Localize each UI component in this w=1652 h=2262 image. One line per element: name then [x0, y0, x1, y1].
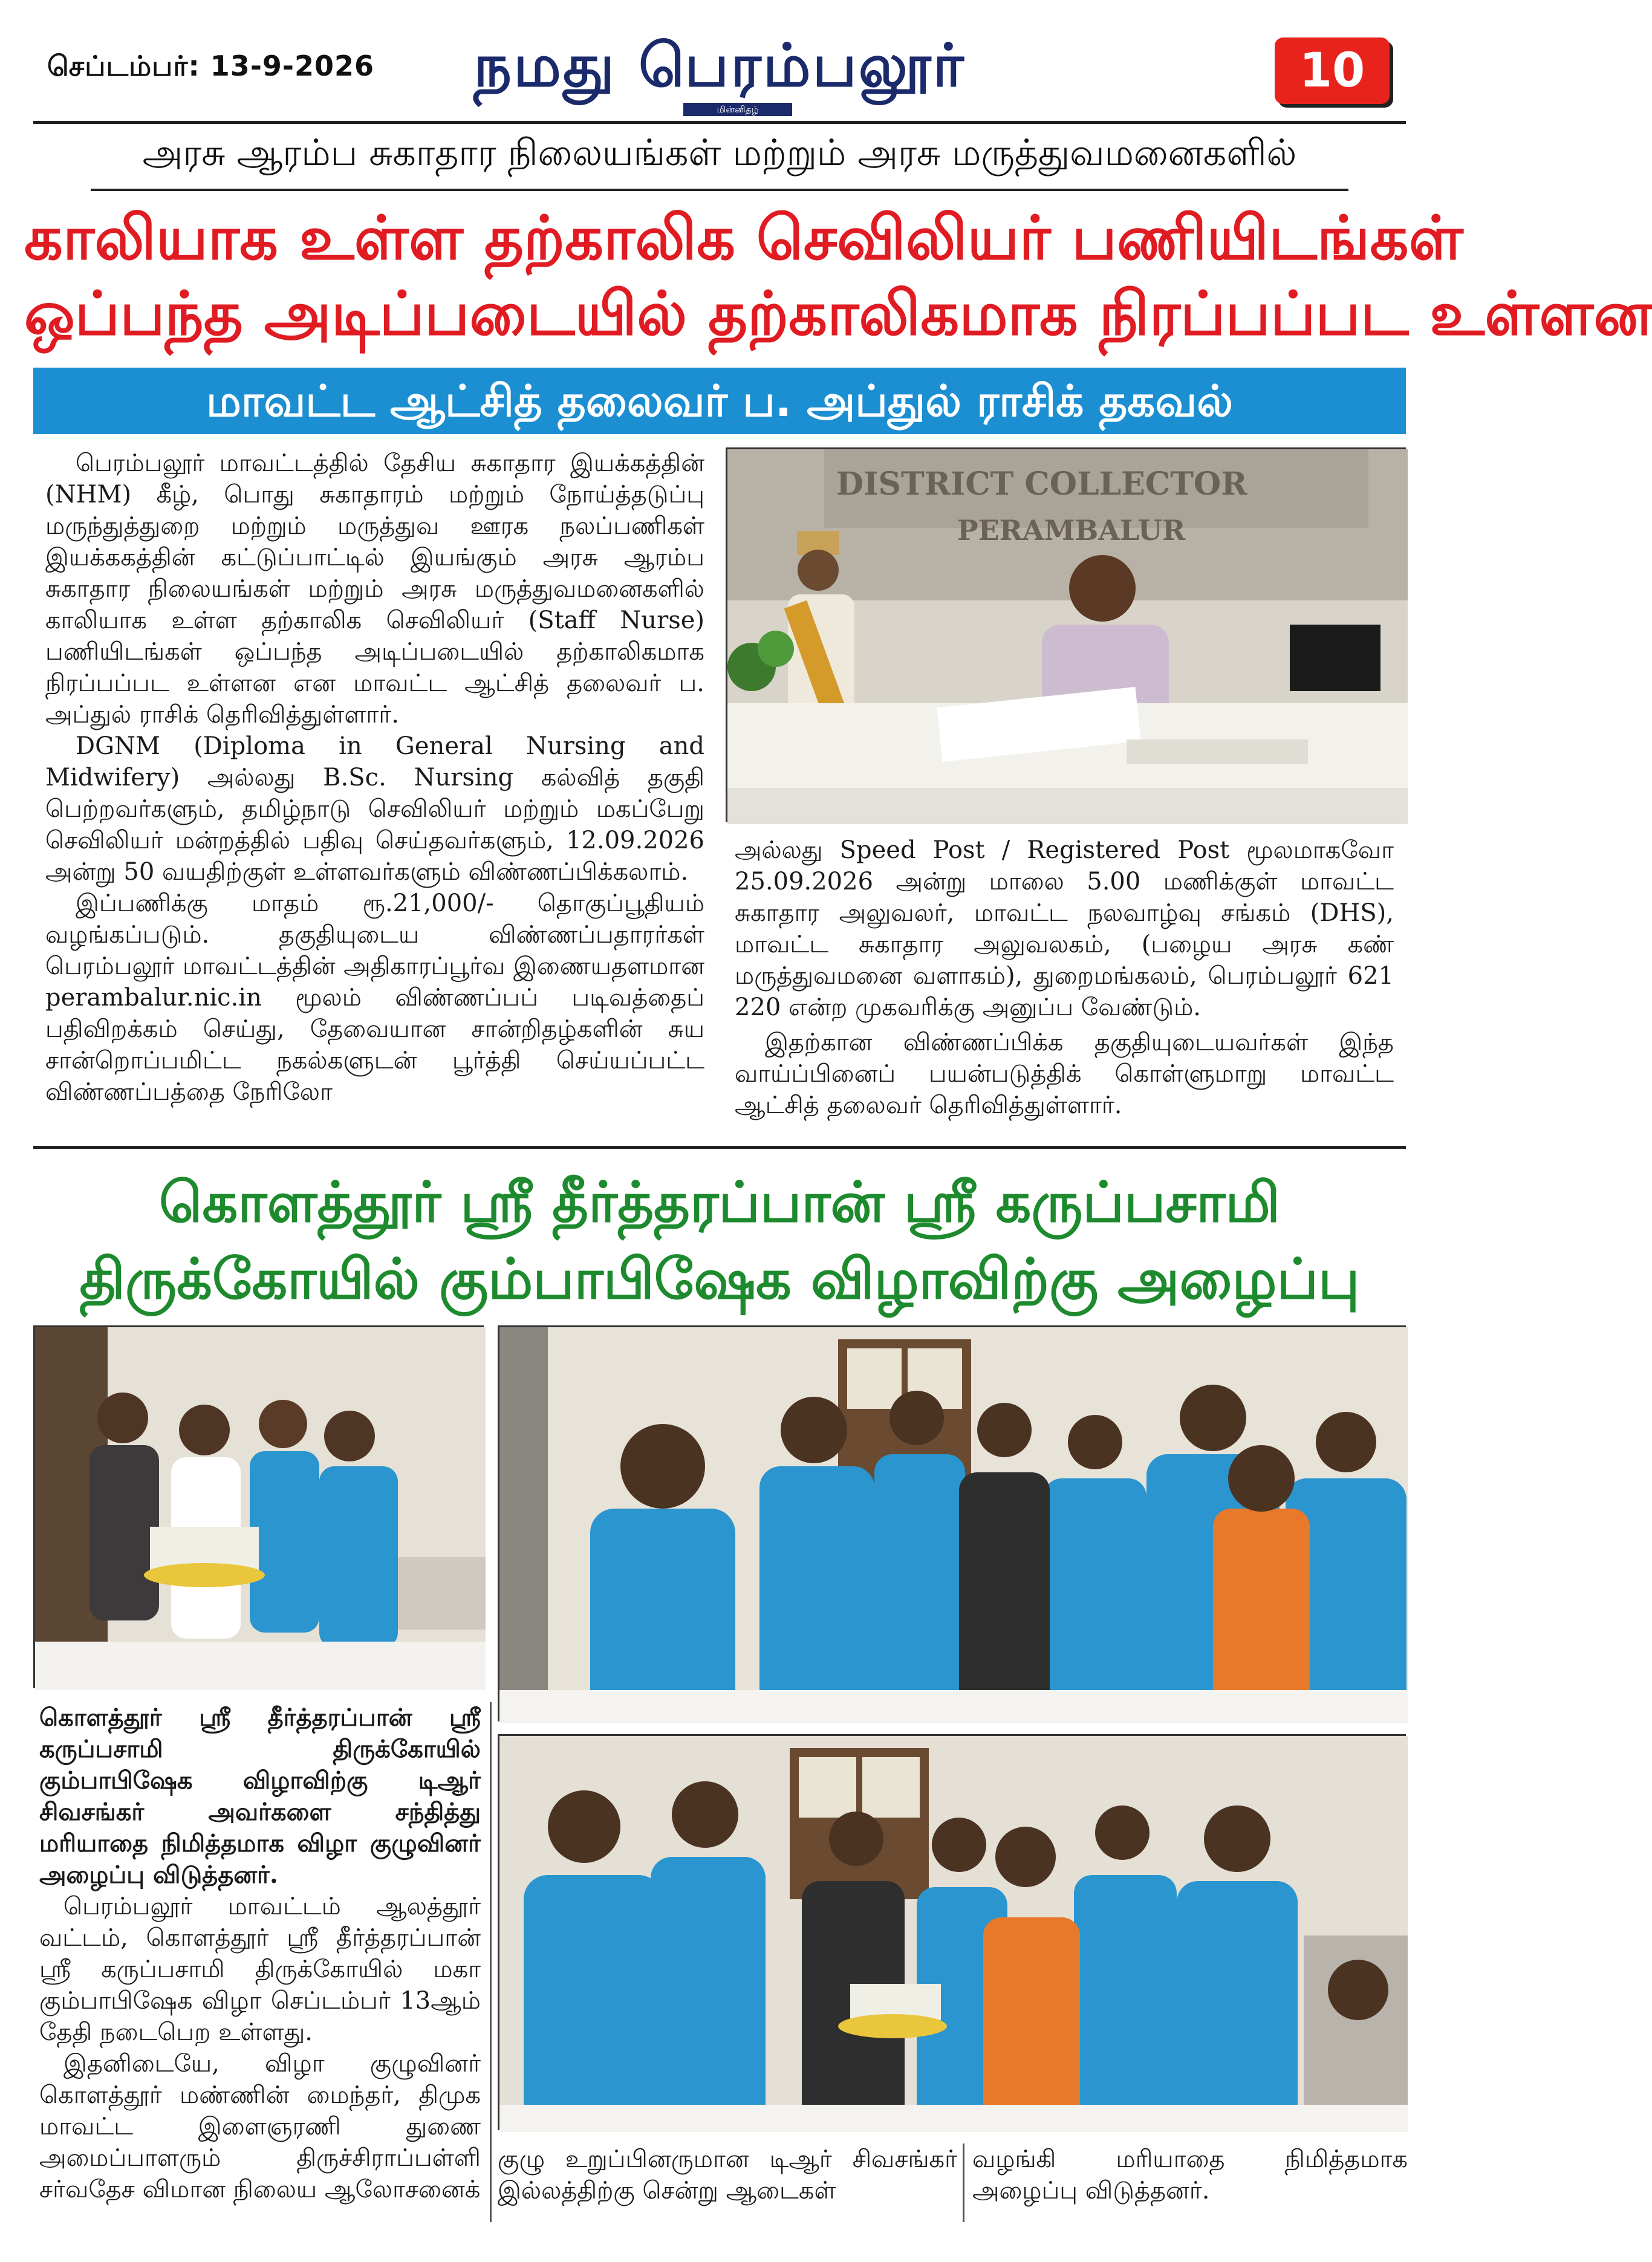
- story2-column2: [498, 2143, 957, 2206]
- temple-invite-photo-2: [498, 1325, 1406, 1721]
- page-number-badge: 10: [1275, 37, 1390, 104]
- story2-headline-line2: திருக்கோயில் கும்பாபிஷேக விழாவிற்கு அழைப்பு: [79, 1247, 1360, 1311]
- temple-invite-photo-3: [498, 1734, 1406, 2130]
- story1-kicker: அரசு ஆரம்ப சுகாதார நிலையங்கள் மற்றும் அரசு மருத்துவமனைகளில்: [142, 132, 1297, 174]
- newspaper-name: நமது பெரம்பலூர்: [473, 31, 966, 100]
- story1-column1: [45, 447, 704, 1108]
- story1-subhead: மாவட்ட ஆட்சித் தலைவர் ப. அப்துல் ராசிக் தகவல்: [33, 368, 1406, 434]
- story1-paragraph: அல்லது Speed Post / Registered Post மூலமாகவோ 25.09.2026 அன்று மாலை 5.00 மணிக்குள் மாவட்ட சுகாதார அலுவலர், மாவட்ட நலவாழ்வு சங்கம் (DHS), மாவட்ட சுகாதார அலுவலகம், (பழைய அரசு கண் மருத்துவமனை வளாகம்), துறைமங்கலம், பெரம்பலூர் 621 220 என்ற முகவரிக்கு அனுப்ப வேண்டும்.: [735, 836, 1394, 1021]
- story2-paragraph: குழு உறுப்பினருமான டிஆர் சிவசங்கர் இல்லத்திற்கு சென்று ஆடைகள்: [498, 2145, 957, 2205]
- temple-invite-photo-1: [33, 1325, 484, 1688]
- photo-sign-line2: PERAMBALUR: [957, 514, 1186, 547]
- story2-paragraph: வழங்கி மரியாதை நிமித்தமாக அழைப்பு விடுத்தனர்.: [972, 2145, 1408, 2205]
- story1-paragraph: DGNM (Diploma in General Nursing and Midwifery) அல்லது B.Sc. Nursing கல்வித் தகுதி பெற்றவர்களும், தமிழ்நாடு செவிலியர் மற்றும் மகப்பேறு செவிலியர் மன்றத்தில் பதிவு செய்தவர்களும், 12.09.2026 அன்று 50 வயதிற்குள் உள்ளவர்களும் விண்ணப்பிக்கலாம்.: [45, 732, 704, 886]
- story2-paragraph: பெரம்பலூர் மாவட்டம் ஆலத்தூர் வட்டம், கொளத்தூர் ஸ்ரீ தீர்த்தரப்பான் ஸ்ரீ கருப்பசாமி திருக்கோயில் மகா கும்பாபிஷேக விழா செப்டம்பர் 13ஆம் தேதி நடைபெற உள்ளது.: [39, 1893, 481, 2046]
- masthead-divider: [33, 121, 1406, 124]
- story2-headline-line1: கொளத்தூர் ஸ்ரீ தீர்த்தரப்பான் ஸ்ரீ கருப்பசாமி: [158, 1170, 1281, 1235]
- column-rule: [963, 2143, 964, 2222]
- section-divider: [33, 1146, 1406, 1149]
- collector-photo: [726, 447, 1406, 822]
- story2-column1: [39, 1702, 481, 2205]
- newspaper-subtitle: மின்னிதழ்: [683, 103, 792, 116]
- photo-caption: கொளத்தூர் ஸ்ரீ தீர்த்தரப்பான் ஸ்ரீ கருப்பசாமி திருக்கோயில் கும்பாபிஷேக விழாவிற்கு டிஆர் சிவசங்கர் அவர்களை சந்தித்து மரியாதை நிமித்தமாக விழா குழுவினர் அழைப்பு விடுத்தனர்.: [39, 1703, 481, 1889]
- story2-paragraph: இதனிடையே, விழா குழுவினர் கொளத்தூர் மண்ணின் மைந்தர், திமுக மாவட்ட இளைஞரணி துணை அமைப்பாளரும் திருச்சிராப்பள்ளி சர்வதேச விமான நிலைய ஆலோசனைக்: [39, 2050, 481, 2203]
- photo-sign-line1: DISTRICT COLLECTOR: [836, 466, 1247, 502]
- story1-column2: [735, 834, 1394, 1121]
- story1-headline-line1: காலியாக உள்ள தற்காலிக செவிலியர் பணியிடங்கள்: [24, 203, 1463, 273]
- issue-date: செப்டம்பர்: 13-9-2026: [47, 50, 375, 82]
- story1-paragraph: இதற்கான விண்ணப்பிக்க தகுதியுடையவர்கள் இந்த வாய்ப்பினைப் பயன்படுத்திக் கொள்ளுமாறு மாவட்ட ஆட்சித் தலைவர் தெரிவித்துள்ளார்.: [735, 1029, 1394, 1119]
- story1-headline-line2: ஒப்பந்த அடிப்படையில் தற்காலிகமாக நிரப்பப்பட உள்ளன: [24, 278, 1652, 349]
- story1-paragraph: பெரம்பலூர் மாவட்டத்தில் தேசிய சுகாதார இயக்கத்தின் (NHM) கீழ், பொது சுகாதாரம் மற்றும் நோய்த்தடுப்பு மருந்துத்துறை மற்றும் மருத்துவ ஊரக நலப்பணிகள் இயக்ககத்தின் கட்டுப்பாட்டில் இயங்கும் அரசு ஆரம்ப சுகாதார நிலையங்கள் மற்றும் அரசு மருத்துவமனைகளில் காலியாக உள்ள தற்காலிக செவிலியர் (Staff Nurse) பணியிடங்கள் ஒப்பந்த அடிப்படையில் தற்காலிகமாக நிரப்பப்பட உள்ளன என மாவட்ட ஆட்சித் தலைவர் ப. அப்துல் ராசிக் தெரிவித்துள்ளார்.: [45, 449, 704, 729]
- column-rule: [490, 1702, 492, 2222]
- story2-column3: [972, 2143, 1408, 2206]
- kicker-divider: [91, 189, 1348, 191]
- story1-paragraph: இப்பணிக்கு மாதம் ரூ.21,000/- தொகுப்பூதியம் வழங்கப்படும். தகுதியுடைய விண்ணப்பதாரர்கள் பெரம்பலூர் மாவட்டத்தின் அதிகாரப்பூர்வ இணையதளமான perambalur.nic.in மூலம் விண்ணப்பப் படிவத்தைப் பதிவிறக்கம் செய்து, தேவையான சான்றிதழ்களின் சுய சான்றொப்பமிட்ட நகல்களுடன் பூர்த்தி செய்யப்பட்ட விண்ணப்பத்தை நேரிலோ: [45, 889, 704, 1106]
